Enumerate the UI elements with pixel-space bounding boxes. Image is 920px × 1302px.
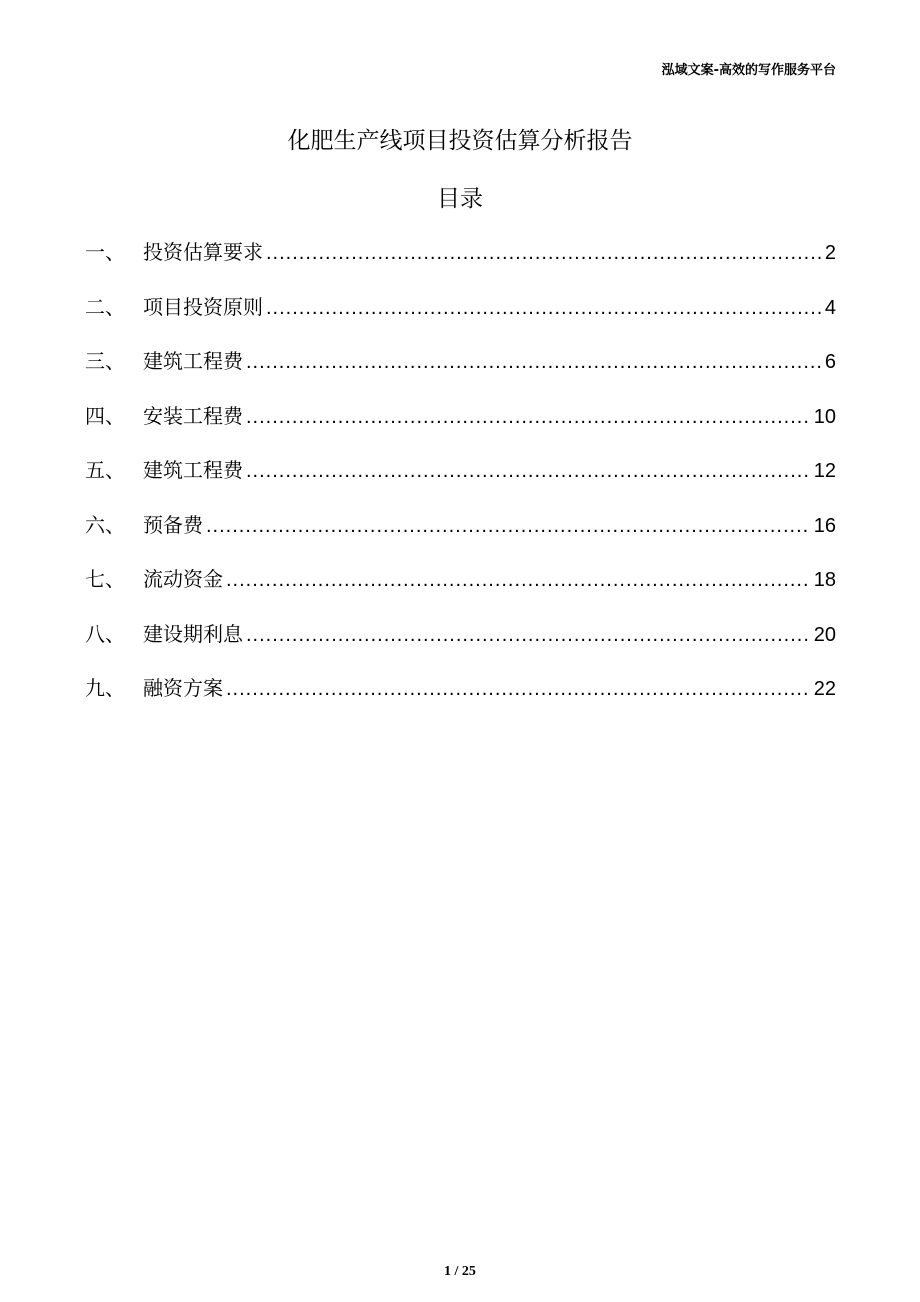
toc-entry[interactable] <box>85 345 836 400</box>
dot-leader <box>226 569 811 592</box>
table-of-contents <box>85 236 836 727</box>
toc-number: 七、 <box>85 567 125 591</box>
toc-number: 一、 <box>85 240 125 264</box>
toc-number: 三、 <box>85 349 125 373</box>
toc-entry[interactable] <box>85 618 836 673</box>
toc-entry[interactable] <box>85 400 836 455</box>
toc-page-number: 18 <box>813 569 836 591</box>
page-header: 泓域文案-高效的写作服务平台 <box>661 63 836 78</box>
toc-number: 五、 <box>85 458 125 482</box>
dot-leader <box>246 351 822 374</box>
toc-page-number: 16 <box>813 514 836 537</box>
toc-label: 项目投资原则 <box>143 294 263 319</box>
toc-label: 流动资金 <box>143 567 223 591</box>
toc-label: 融资方案 <box>143 676 223 700</box>
toc-label: 建设期利息 <box>143 621 243 646</box>
dot-leader <box>246 406 811 429</box>
toc-label: 建筑工程费 <box>143 349 243 373</box>
toc-page-number: 10 <box>813 405 836 428</box>
toc-number: 六、 <box>85 512 125 537</box>
toc-label: 建筑工程费 <box>143 458 243 482</box>
toc-page-number: 2 <box>824 242 836 264</box>
toc-number: 二、 <box>85 294 125 319</box>
toc-page-number: 4 <box>824 296 836 319</box>
dot-leader <box>266 242 822 265</box>
toc-number: 四、 <box>85 403 125 428</box>
dot-leader <box>206 515 811 538</box>
dot-leader <box>246 460 811 483</box>
toc-page-number: 22 <box>813 678 836 700</box>
page-number: 1 / 25 <box>444 1264 476 1279</box>
toc-page-number: 12 <box>813 460 836 482</box>
toc-entry[interactable] <box>85 509 836 564</box>
toc-entry[interactable] <box>85 672 836 727</box>
dot-leader <box>226 678 811 701</box>
toc-entry[interactable] <box>85 454 836 509</box>
toc-number: 八、 <box>85 621 125 646</box>
toc-entry[interactable] <box>85 291 836 346</box>
toc-page-number: 20 <box>813 623 836 646</box>
toc-label: 预备费 <box>143 512 203 537</box>
toc-label: 投资估算要求 <box>143 240 263 264</box>
document-title: 化肥生产线项目投资估算分析报告 <box>287 128 633 154</box>
dot-leader <box>246 624 811 647</box>
toc-number: 九、 <box>85 676 125 700</box>
toc-entry[interactable] <box>85 563 836 618</box>
toc-page-number: 6 <box>824 351 836 373</box>
dot-leader <box>266 297 822 320</box>
toc-entry[interactable] <box>85 236 836 291</box>
toc-label: 安装工程费 <box>143 403 243 428</box>
toc-heading: 目录 <box>437 186 483 212</box>
